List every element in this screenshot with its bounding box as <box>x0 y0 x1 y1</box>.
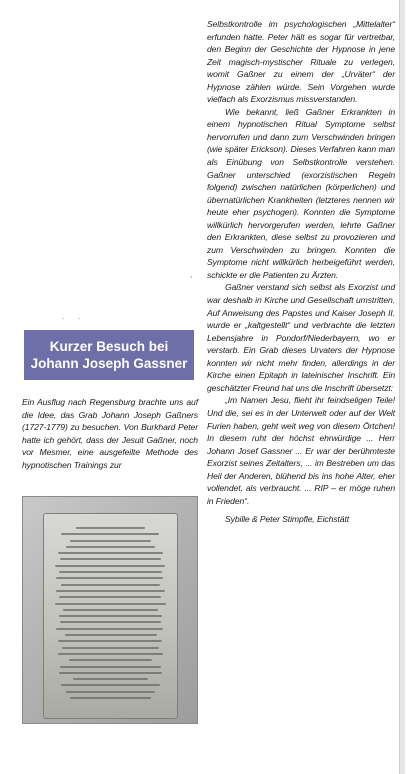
section-heading-line-2: Johann Joseph Gassner <box>30 356 188 371</box>
decorative-dot: . <box>62 312 65 321</box>
paragraph-3: Gaßner verstand sich selbst als Exorzist und war deshalb in Kirche und Gesellschaft umstritten. Auf Anweisung des Papstes und Kaiser Joseph II. wurde er „kaltgestellt“ und verbrachte die letzten Lebensjahre in Pondorf/Niederbayern, wo er verstarb. Ein Grab dieses Urvaters der Hypnose konnten wir nicht mehr finden, allerdings in der Kirche einen Epitaph in lateinischer Inschrift. Ein geschätzter Freund hat uns die Inschrift übersetzt: <box>207 282 395 393</box>
epitaph-plaque-icon <box>43 513 178 719</box>
plaque-inscription-lines <box>53 527 168 703</box>
intro-text <box>22 396 198 471</box>
page-edge-rule <box>399 0 405 774</box>
paragraph-4: „Im Namen Jesu, flieht ihr feindseligen Teile! Und die, sei es in der Unterwelt oder auf der Welt Furien haben, geht weit weg von diesem Örtchen! In diesem ruht der höchst ehrwürdige ... Herr Johann Josef Gassner ... Er war der berühmteste Exorzist seines Zeitalters, ... im Bestreben um das Heil der Anderen, blühend bis ins hohe Alter, eher vollendet, als verbraucht. ... RIP – er möge ruhen in Frieden“. <box>207 395 395 506</box>
paragraph-1: Selbstkontrolle im psychologischen „Mittelalter“ erfunden hatte. Peter hält es sogar für vertretbar, den Beginn der Geschichte der Hypnose in jene Zeit magisch-mystischer Rituale zu verlegen, womit Gaßner zu einem der „Urväter“ der Hypnose zählen würde. Sein Vorgehen wurde vielfach als Exorzismus missverstanden. <box>207 19 395 105</box>
intro-paragraph: Ein Ausflug nach Regensburg brachte uns auf die Idee, das Grab Johann Joseph Gaßners (1727-1779) zu besuchen. Von Burkhard Peter hatte ich gehört, dass der Jesuit Gaßner, noch vor Mesmer, eine ausgefeilte Methode des hypnotischen Trainings zur <box>22 397 198 470</box>
paragraph-2: Wie bekannt, ließ Gaßner Erkrankten in einem hypnotischen Ritual Symptome selbst hervorrufen und dann zum Verschwinden bringen (wie später Erickson). Dieses Verfahren kann man als Einübung von Selbstkontrolle verstehen. Gaßner unterschied (exorzistischen Regeln folgend) zwischen natürlichen (körperlichen) und übernatürlichen Krankheiten (letzteres nennen wir heute eher psychogen). Konnten die Symptome willkürlich hervorgerufen werden, lehrte Gaßner den Erkrankten, diese selbst zu provozieren und zum Verschwinden zu bringen. Konnten die Symptome nicht willkürlich herbeigeführt werden, schickte er die Patienten zu Ärzten. <box>207 106 395 280</box>
section-heading-line-1: Kurzer Besuch bei <box>49 339 169 354</box>
epitaph-photo <box>22 496 198 724</box>
article-right-column <box>207 18 395 526</box>
section-heading-box <box>24 330 194 380</box>
author-signature: Sybille & Peter Stimpfle, Eichstätt <box>225 514 350 525</box>
decorative-dot: . <box>78 312 81 321</box>
decorative-dot: , <box>190 270 193 279</box>
